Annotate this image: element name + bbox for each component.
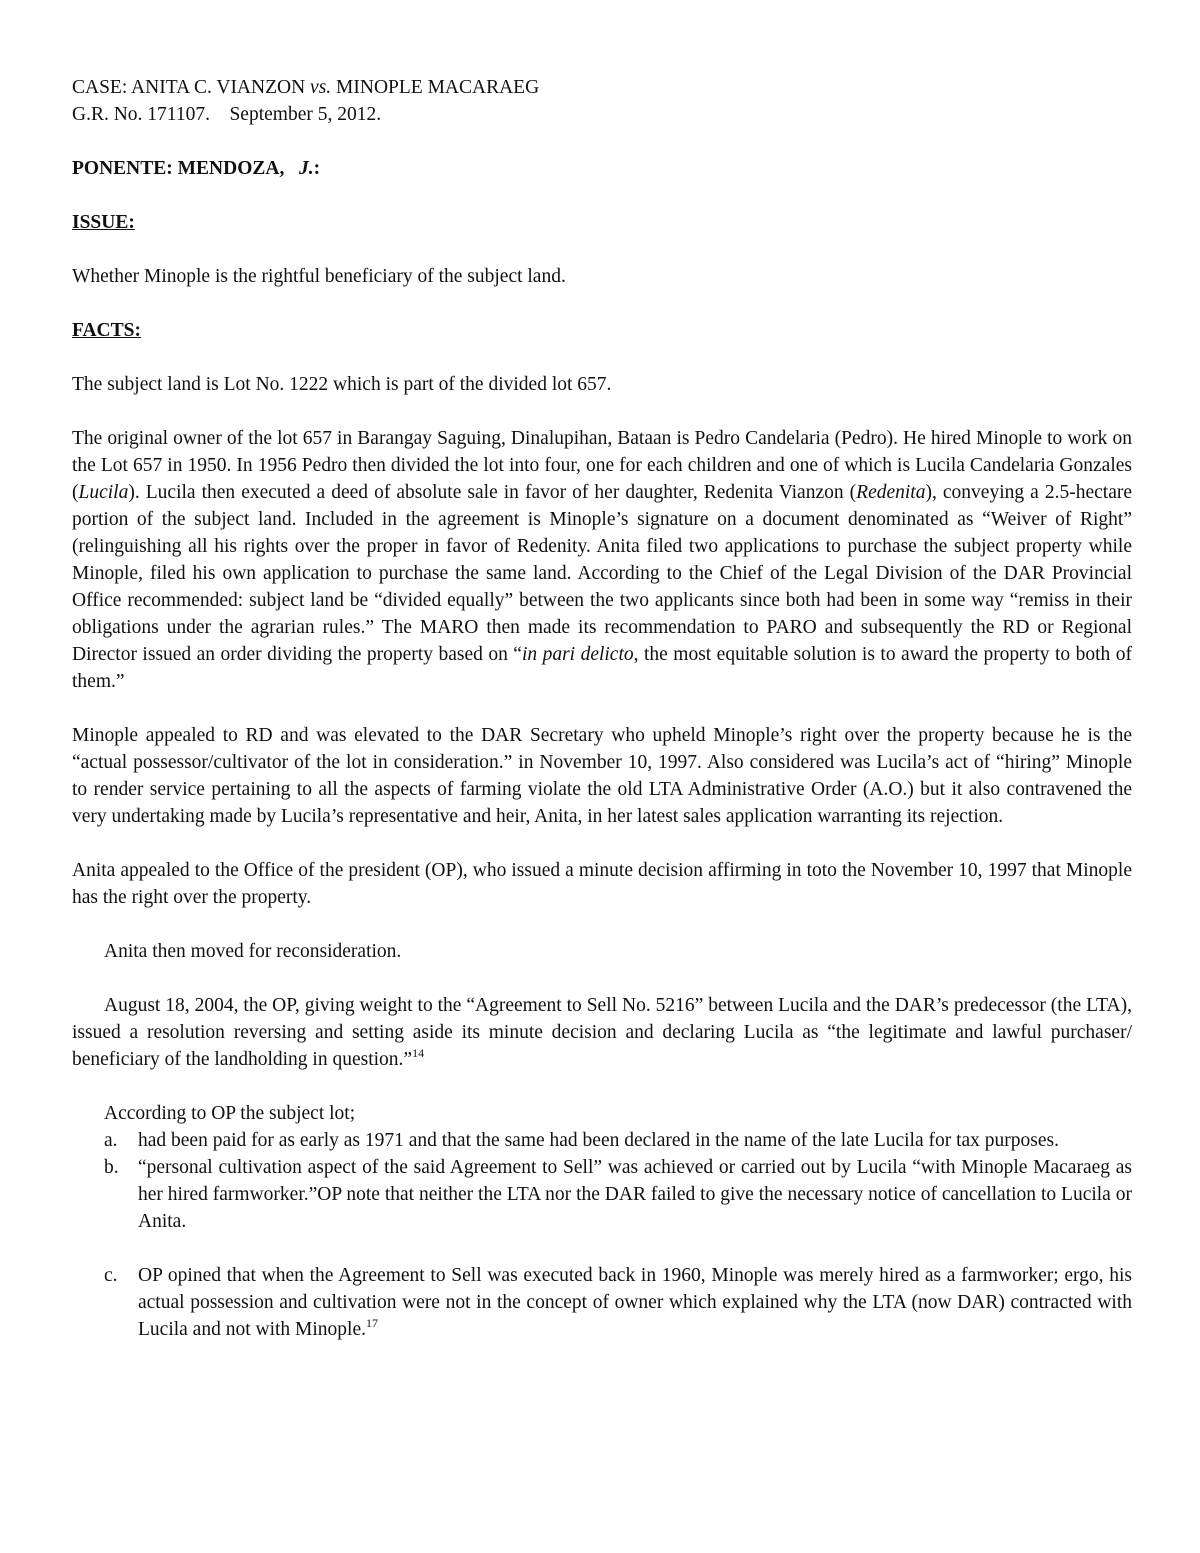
ponente: PONENTE: MENDOZA, J.: [72,158,321,179]
footnote-ref-14: 14 [412,1046,425,1060]
facts-paragraph-3: Minople appealed to RD and was elevated to the DAR Secretary who upheld Minople’s right over the property because he is the “actual possessor/cultivator of the lot in consideration.” in November 10, 1997. Also considered was Lucila’s act of “hiring” Minople to render service pertaining to all the aspects of farming violate the old LTA Administrative Order (A.O.) but it also contravened the very undertaking made by Lucila’s representative and heir, Anita, in her latest sales application warranting its rejection. [72,725,1132,827]
issue-text: Whether Minople is the rightful beneficiary of the subject land. [72,266,566,287]
facts-heading: FACTS: [72,320,141,341]
facts-paragraph-2: The original owner of the lot 657 in Barangay Saguing, Dinalupihan, Bataan is Pedro Candelaria (Pedro). He hired Minople to work on the Lot 657 in 1950. In 1956 Pedro then divided the lot into four, one for each children and one of which is Lucila Candelaria Gonzales (Lucila). Lucila then executed a deed of absolute sale in favor of her daughter, Redenita Vianzon (Redenita), conveying a 2.5-hectare portion of the subject land. Included in the agreement is Minople’s signature on a document denominated as “Weiver of Right” (relinguishing all his rights over the proper in favor of Redenity. Anita filed two applications to purchase the subject property while Minople, filed his own application to purchase the same land. According to the Chief of the Legal Division of the DAR Provincial Office recommended: subject land be “divided equally” between the two applicants since both had been in some way “remiss in their obligations under the agrarian rules.” The MARO then made its recommendation to PARO and subsequently the RD or Regional Director issued an order dividing the property based on “in pari delicto, the most equitable solution is to award the property to both of them.” [72,428,1132,692]
facts-paragraph-5: Anita then moved for reconsideration. [104,941,402,962]
case-vs: vs. [310,77,332,98]
list-item: c. OP opined that when the Agreement to Sell was executed back in 1960, Minople was merely hired as a farmworker; ergo, his actual possession and cultivation were not in the concept of owner which explained why the LTA (now DAR) contracted with Lucila and not with Minople.$^{17}$ [72,1262,1132,1343]
issue-heading: ISSUE: [72,212,135,233]
list-item: b. “personal cultivation aspect of the said Agreement to Sell” was achieved or carried out by Lucila “with Minople Macaraeg as her hired farmworker.”OP note that neither the LTA nor the DAR failed to give the necessary notice of cancellation to Lucila or Anita. [72,1154,1132,1235]
list-spacer [72,1235,1132,1262]
facts-paragraph-4: Anita appealed to the Office of the president (OP), who issued a minute decision affirming in toto the November 10, 1997 that Minople has the right over the property. [72,860,1132,908]
list-marker: c. [104,1265,118,1286]
footnote-ref-17: 17 [366,1316,379,1330]
op-findings-list [72,1127,1132,1343]
list-item: a. had been paid for as early as 1971 and that the same had been declared in the name of the late Lucila for tax purposes. [72,1127,1132,1154]
list-marker: a. [104,1130,118,1151]
facts-paragraph-7: According to OP the subject lot; [104,1103,356,1124]
facts-paragraph-6: August 18, 2004, the OP, giving weight to the “Agreement to Sell No. 5216” between Lucila and the DAR’s predecessor (the LTA), issued a resolution reversing and setting aside its minute decision and declaring Lucila as “the legitimate and lawful purchaser/ beneficiary of the landholding in question.”$^{14}$ [72,995,1132,1070]
facts-paragraph-1: The subject land is Lot No. 1222 which is part of the divided lot 657. [72,374,612,395]
list-marker: b. [104,1157,119,1178]
case-title: CASE: ANITA C. VIANZON vs. MINOPLE MACARAEG [72,77,540,98]
gr-number-date: G.R. No. 171107. September 5, 2012. [72,104,382,125]
